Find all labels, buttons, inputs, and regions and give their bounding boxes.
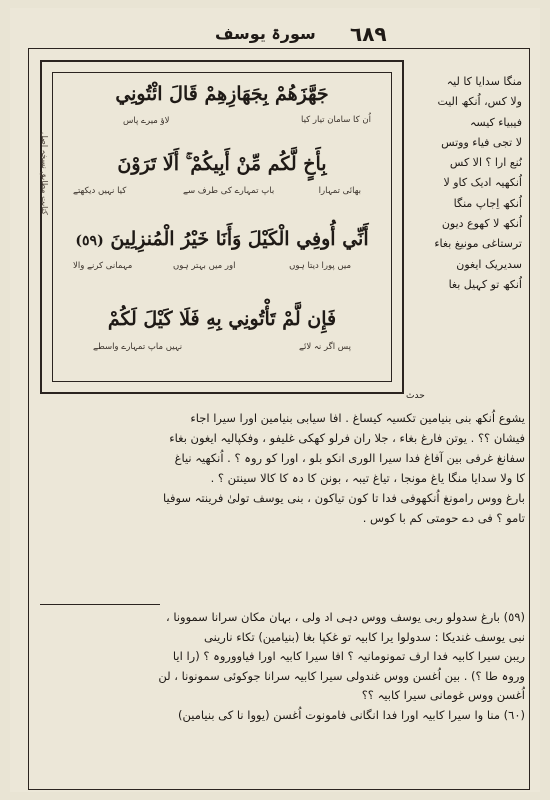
gloss-5: کیا نہیں دیکھتے [73, 186, 127, 196]
side-line: اُنکھیہ ادیک کاو لا [443, 176, 522, 190]
verse-inner-frame [52, 72, 392, 382]
body-line: بارغ ووس رامونغ اُنکھوفی فدا تا کون تیاکون ، بنی یوسف تولیٰ فرینتہ سوفیا [162, 491, 525, 505]
side-line: اُنکھ تو کہیل بغا [448, 277, 522, 291]
explanatory-notes [40, 608, 525, 725]
note-line: (٥٩) بارغ سدولو ربی یوسف ووس دہی اد ولی ، بہان مکان سرانا سموونا ، [165, 610, 525, 624]
gloss-3: بھائی تمہارا [318, 186, 361, 196]
margin-note: کتابت مطابق نسخہ اصل [40, 132, 49, 215]
gloss-8: مہمانی کرنے والا [73, 261, 133, 271]
side-line: اُنکھ اِجاپ منگا [453, 196, 522, 210]
arabic-verse-line-1: جَهَّزَهُمْ بِجَهَازِهِمْ قَالَ ائْتُونِي [115, 83, 329, 105]
body-line: فیشان ؟؟ . یوتن فارغ بغاء ، جلا ران فرلو کھکی غلیفو ، وفکپالیہ ایغون بغاء [169, 431, 525, 445]
gloss-10: نہیں ماپ تمہارے واسطے [93, 342, 183, 352]
side-line: لا تجی فیاء ووتس [441, 135, 522, 149]
side-line: فیبیاء کیسہ [469, 115, 522, 129]
side-line: سدیریک ایغون [456, 257, 522, 271]
gloss-4: باپ تمہارے کی طرف سے [183, 186, 275, 196]
side-line: ترستاغی مونیغ بغاء [434, 237, 522, 251]
arabic-verse-line-3 [67, 228, 377, 250]
verse-box [40, 60, 404, 394]
surah-title: سورۃ یوسف [215, 24, 316, 43]
arabic-verse-text: أَنِّي أُوفِي الْكَيْلَ وَأَنَا خَيْرُ الْمُنزِلِينَ [110, 228, 369, 250]
note-line: وروہ طا ؟) . بین اُغسن ووس غندولی سیرا کابیہ سرانا جوکوئی سمونونا ، لن [158, 668, 525, 683]
body-commentary [40, 408, 525, 528]
body-line: کا ولا سدایا منگا یاغ مونجا ، تیاغ تیبہ ، بونن کا دہ کا کالا سینتن ؟ . [210, 471, 525, 485]
gloss-6: میں پورا دیتا ہوں [289, 261, 351, 271]
arabic-verse-line-2: بِأَخٍ لَّكُم مِّنْ أَبِيكُمْ ۚ أَلَا تَرَوْنَ [117, 153, 327, 175]
gloss-7: اور میں بہتر ہوں [173, 261, 236, 271]
side-line: نُنع ارا ؟ الا کس [449, 156, 522, 170]
verse-number: ٥٩ [82, 233, 98, 249]
body-line: تامو ؟ فی دے حومتی کم با کوس . [362, 511, 525, 525]
body-line: سفانغ غرفی بین آفاغ فدا سیرا الوری انکو بلو ، اورا کو روہ ؟ . اُنکھیہ نیاغ [174, 451, 525, 465]
side-commentary [410, 72, 522, 295]
note-line: اُغسن ووس غومانی سیرا کابیہ ؟؟ [361, 688, 525, 702]
gloss-1: اُن کا سامان تیار کیا [301, 115, 371, 125]
side-line: منگا سدایا کا لیہ [446, 75, 522, 88]
page [10, 8, 540, 792]
arabic-verse-line-4: فَإِن لَّمْ تَأْتُونِي بِهِ فَلَا كَيْلَ لَكُمْ [107, 308, 337, 330]
page-header [10, 22, 540, 44]
note-line: نبی یوسف غندیکا : سدولوا یرا کابیہ تو غکپا بغا (بنیامین) تکاء نارینی [204, 629, 525, 644]
side-line: اُنکھ لا کھوع دیون [441, 217, 522, 231]
note-line: (٦٠) منا وا سیرا کابیہ اورا فدا انگانی فامونوت اُغسن (یووا نا کی بنیامین) [178, 707, 525, 722]
body-line: یشوع اُنکھ بنی بنیامین تکسیہ کیساغ . افا سیابی بنیامین اورا سیرا اجاء [190, 411, 525, 425]
verse-number-marker: (٥٩) [75, 233, 104, 249]
notes-divider [40, 604, 160, 605]
page-number: ٦٨٩ [350, 22, 387, 46]
gloss-2: لاؤ میرے پاس [123, 116, 170, 126]
side-line: ولا کس، اُنکھ الیت [437, 95, 522, 109]
gloss-9: پس اگر نہ لائے [299, 342, 351, 352]
scribe-mark: حدث [406, 391, 425, 401]
note-line: ریبن سیرا کابیہ فدا ارف تمونومانیہ ؟ افا سیرا کابیہ اورا فیاووروہ ؟ (را ایا [172, 649, 525, 663]
